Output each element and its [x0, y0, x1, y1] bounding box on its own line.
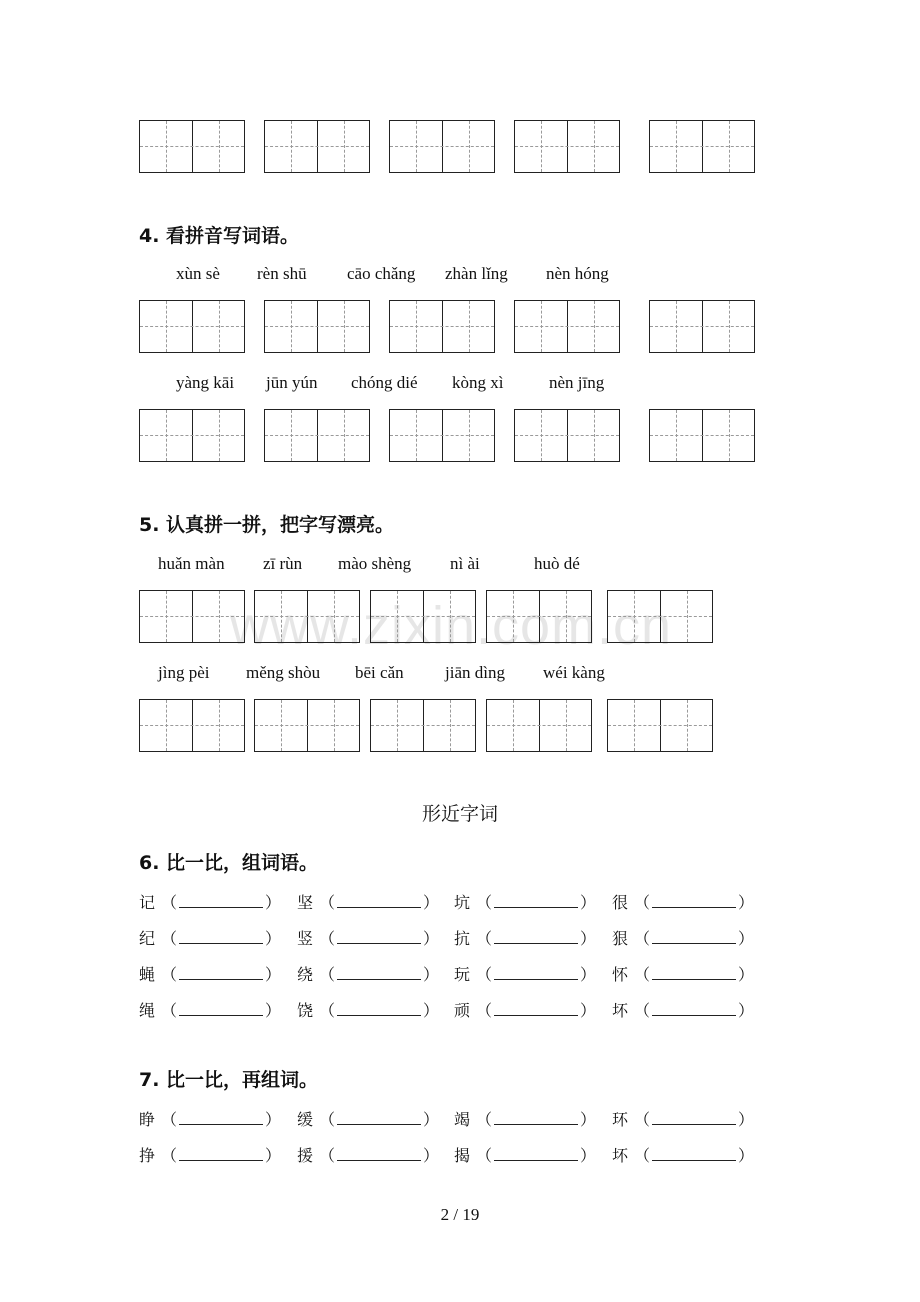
writing-box[interactable]	[486, 590, 592, 643]
writing-box[interactable]	[649, 120, 755, 173]
writing-box[interactable]	[389, 120, 495, 173]
answer-blank[interactable]	[337, 1146, 421, 1161]
word-blank-item: 饶 （ ）	[297, 1001, 440, 1020]
writing-box[interactable]	[139, 699, 245, 752]
page-number: 2 / 19	[440, 1205, 480, 1224]
pinyin-label: huǎn màn	[158, 554, 225, 573]
pinyin-label: nèn jīng	[549, 373, 605, 392]
word-blank-item: 记 （ ）	[139, 893, 282, 912]
answer-blank[interactable]	[652, 893, 736, 908]
word-blank-item: 缓 （ ）	[297, 1110, 440, 1129]
answer-blank[interactable]	[494, 965, 578, 980]
pinyin-label: mào shèng	[338, 554, 412, 573]
writing-box[interactable]	[370, 699, 476, 752]
word-blank-item: 纪 （ ）	[139, 929, 282, 948]
word-blank-item: 援 （ ）	[297, 1146, 440, 1165]
section-7-title: 7. 比一比，再组词。	[139, 1069, 319, 1091]
writing-box[interactable]	[139, 120, 245, 173]
word-blank-item: 顽 （ ）	[454, 1001, 597, 1020]
answer-blank[interactable]	[494, 893, 578, 908]
answer-blank[interactable]	[179, 1146, 263, 1161]
writing-box[interactable]	[514, 409, 620, 462]
pinyin-label: chóng dié	[351, 373, 418, 392]
writing-box[interactable]	[649, 300, 755, 353]
word-blank-item: 挣 （ ）	[139, 1146, 282, 1165]
writing-box[interactable]	[514, 120, 620, 173]
word-blank-item: 玩 （ ）	[454, 965, 597, 984]
answer-blank[interactable]	[179, 1110, 263, 1125]
writing-grid-row	[0, 300, 920, 356]
pinyin-label: rèn shū	[257, 264, 307, 283]
pinyin-label: bēi cǎn	[355, 663, 404, 682]
writing-grid-row	[0, 590, 920, 646]
word-blank-item: 环 （ ）	[612, 1110, 755, 1129]
word-blank-item: 抗 （ ）	[454, 929, 597, 948]
answer-blank[interactable]	[652, 965, 736, 980]
answer-blank[interactable]	[337, 893, 421, 908]
writing-box[interactable]	[264, 300, 370, 353]
writing-box[interactable]	[139, 300, 245, 353]
word-blank-item: 睁 （ ）	[139, 1110, 282, 1129]
pinyin-label: zī rùn	[263, 554, 303, 573]
writing-grid-row	[0, 699, 920, 755]
word-blank-item: 竖 （ ）	[297, 929, 440, 948]
answer-blank[interactable]	[494, 1001, 578, 1016]
section-subtitle: 形近字词	[421, 803, 498, 825]
word-blank-item: 绳 （ ）	[139, 1001, 282, 1020]
writing-box[interactable]	[370, 590, 476, 643]
pinyin-label: huò dé	[534, 554, 580, 573]
answer-blank[interactable]	[652, 1110, 736, 1125]
writing-box[interactable]	[389, 300, 495, 353]
pinyin-label: jìng pèi	[158, 663, 210, 682]
pinyin-label: měng shòu	[246, 663, 321, 682]
watermark: www.zixin.com.cn	[230, 596, 673, 656]
section-5-title: 5. 认真拼一拼，把字写漂亮。	[139, 514, 395, 536]
pinyin-label: jiān dìng	[445, 663, 505, 682]
section-4-title: 4. 看拼音写词语。	[139, 225, 300, 247]
answer-blank[interactable]	[337, 1001, 421, 1016]
writing-box[interactable]	[254, 590, 360, 643]
pinyin-label: jūn yún	[266, 373, 318, 392]
word-blank-item: 怀 （ ）	[612, 965, 755, 984]
writing-box[interactable]	[649, 409, 755, 462]
pinyin-label: wéi kàng	[543, 663, 605, 682]
answer-blank[interactable]	[179, 965, 263, 980]
writing-grid-row-top	[0, 120, 920, 176]
answer-blank[interactable]	[494, 1146, 578, 1161]
word-blank-item: 坚 （ ）	[297, 893, 440, 912]
pinyin-label: zhàn lǐng	[445, 264, 508, 283]
writing-box[interactable]	[514, 300, 620, 353]
answer-blank[interactable]	[337, 965, 421, 980]
pinyin-label: cāo chǎng	[347, 264, 416, 283]
writing-box[interactable]	[264, 409, 370, 462]
answer-blank[interactable]	[337, 1110, 421, 1125]
section-6-title: 6. 比一比，组词语。	[139, 852, 319, 874]
answer-blank[interactable]	[337, 929, 421, 944]
pinyin-label: yàng kāi	[176, 373, 235, 392]
pinyin-label: xùn sè	[176, 264, 220, 283]
answer-blank[interactable]	[652, 1146, 736, 1161]
word-blank-item: 蝇 （ ）	[139, 965, 282, 984]
answer-blank[interactable]	[179, 893, 263, 908]
writing-box[interactable]	[264, 120, 370, 173]
writing-box[interactable]	[389, 409, 495, 462]
answer-blank[interactable]	[179, 929, 263, 944]
writing-box[interactable]	[486, 699, 592, 752]
word-blank-item: 竭 （ ）	[454, 1110, 597, 1129]
answer-blank[interactable]	[652, 1001, 736, 1016]
word-blank-item: 狠 （ ）	[612, 929, 755, 948]
word-blank-item: 揭 （ ）	[454, 1146, 597, 1165]
writing-box[interactable]	[607, 699, 713, 752]
word-blank-item: 坑 （ ）	[454, 893, 597, 912]
pinyin-label: nèn hóng	[546, 264, 609, 283]
word-blank-item: 绕 （ ）	[297, 965, 440, 984]
writing-box[interactable]	[139, 409, 245, 462]
word-blank-item: 坏 （ ）	[612, 1146, 755, 1165]
writing-box[interactable]	[254, 699, 360, 752]
pinyin-label: kòng xì	[452, 373, 504, 392]
answer-blank[interactable]	[179, 1001, 263, 1016]
answer-blank[interactable]	[494, 929, 578, 944]
word-blank-item: 坏 （ ）	[612, 1001, 755, 1020]
word-blank-item: 很 （ ）	[612, 893, 755, 912]
writing-box[interactable]	[139, 590, 245, 643]
answer-blank[interactable]	[652, 929, 736, 944]
pinyin-label: nì ài	[450, 554, 480, 573]
answer-blank[interactable]	[494, 1110, 578, 1125]
writing-box[interactable]	[607, 590, 713, 643]
writing-grid-row	[0, 409, 920, 465]
